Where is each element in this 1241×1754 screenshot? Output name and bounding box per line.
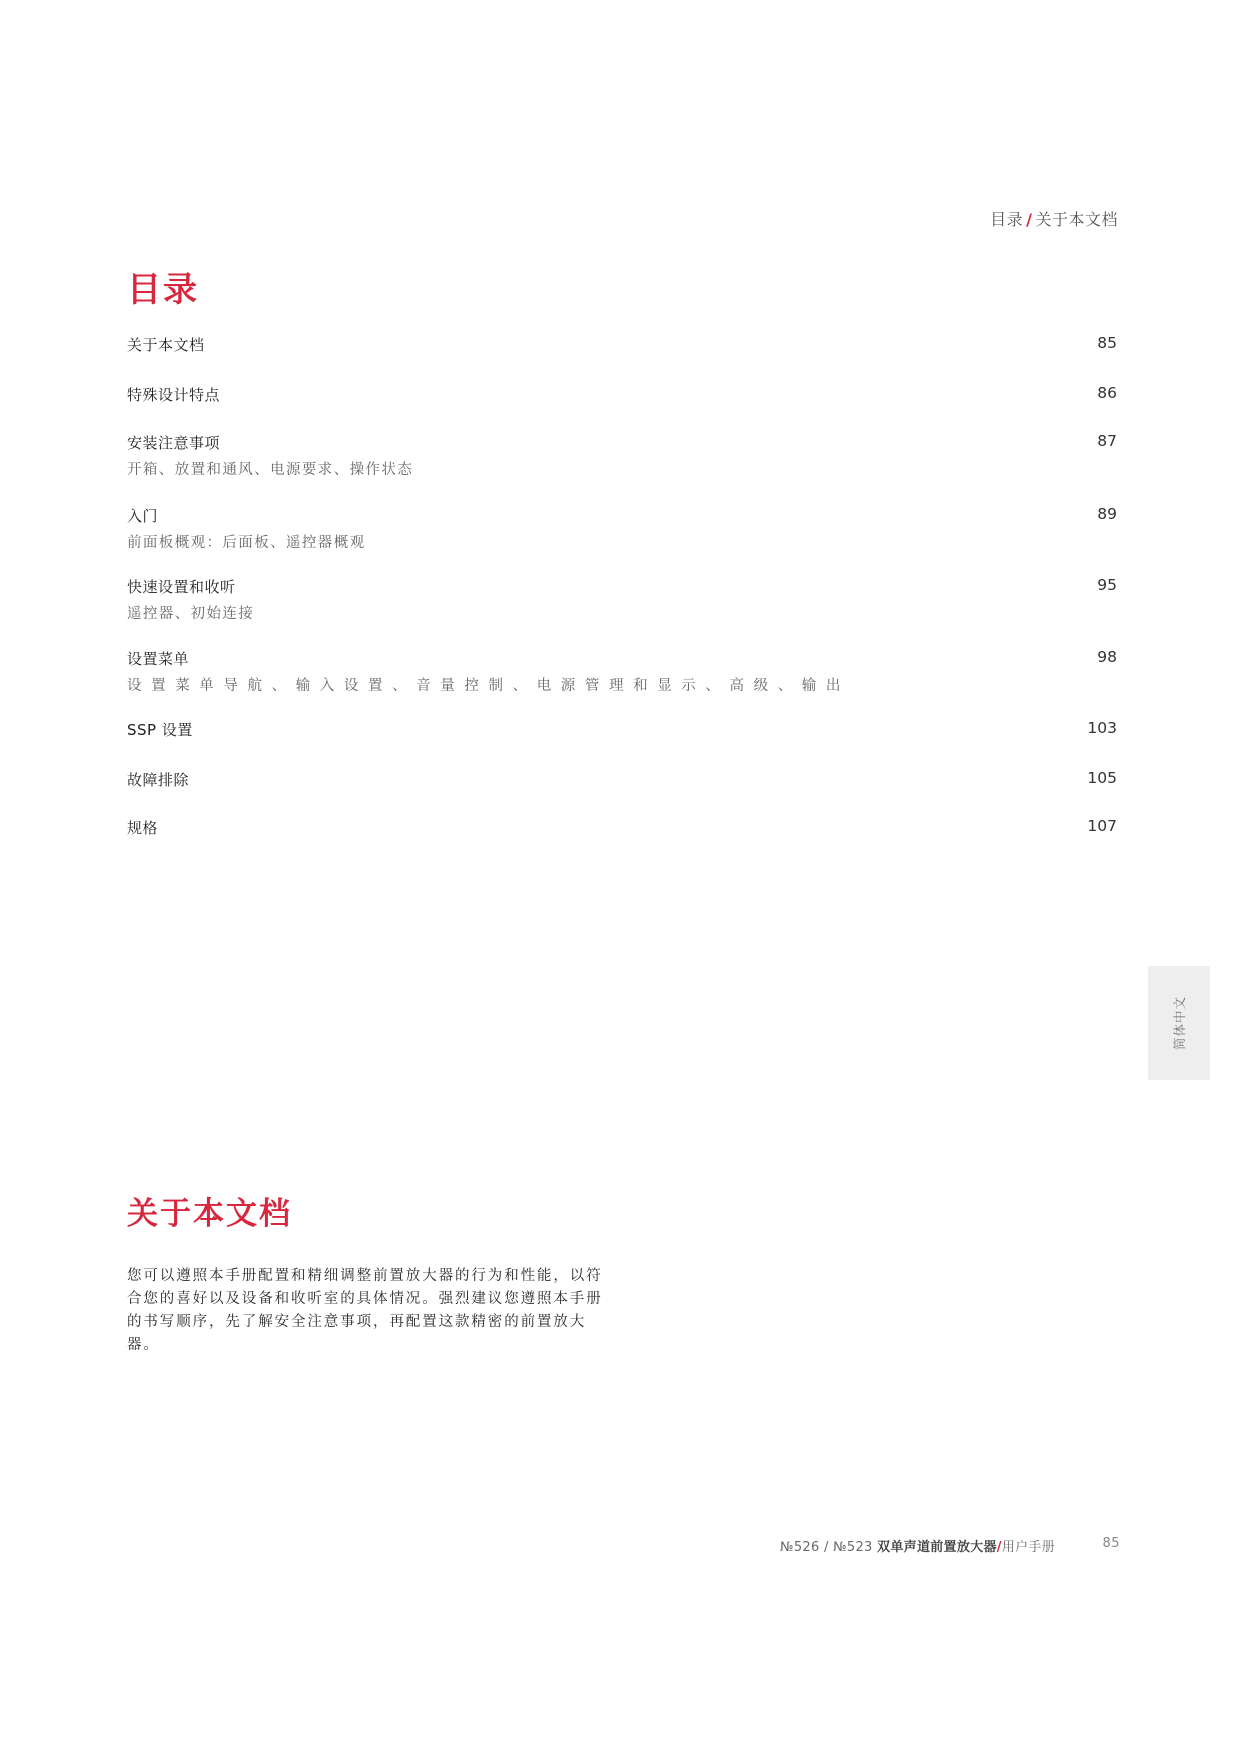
- toc-entry-subtitle: 开箱、放置和通风、电源要求、操作状态: [127, 462, 414, 478]
- toc-entry-subtitle: 设置菜单导航、输入设置、音量控制、电源管理和显示、高级、输出: [127, 678, 850, 694]
- toc-entry-page: 105: [1087, 769, 1117, 787]
- toc-entry-title: SSP 设置: [127, 721, 193, 739]
- breadcrumb: [990, 207, 1118, 230]
- toc-entry-page: 107: [1087, 817, 1117, 835]
- footer-document-title: [780, 1536, 1055, 1555]
- section-body: [127, 1265, 617, 1357]
- toc-entry-title: 快速设置和收听: [127, 578, 236, 596]
- breadcrumb-separator: /: [1026, 210, 1033, 229]
- toc-entry-troubleshooting[interactable]: [127, 769, 1117, 790]
- footer-product: 双单声道前置放大器: [877, 1540, 997, 1555]
- toc-entry-page: 89: [1097, 505, 1117, 523]
- toc-entry-page: 103: [1087, 719, 1117, 737]
- toc-entry-installation[interactable]: [127, 432, 1117, 479]
- toc-entry-subtitle: 前面板概观：后面板、遥控器概观: [127, 535, 366, 551]
- breadcrumb-current: 关于本文档: [1035, 210, 1118, 229]
- toc-entry-page: 95: [1097, 576, 1117, 594]
- footer-model: №526 / №523: [780, 1540, 878, 1555]
- toc-entry-page: 86: [1097, 384, 1117, 402]
- toc-entry-ssp-setup[interactable]: [127, 719, 1117, 740]
- body-line: 合您的喜好以及设备和收听室的具体情况。强烈建议您遵照本手册: [127, 1291, 603, 1307]
- toc-entry-setup-menu[interactable]: [127, 648, 1117, 695]
- toc-entry-title: 规格: [127, 819, 159, 837]
- toc-entry-page: 85: [1097, 334, 1117, 352]
- page-number: 85: [1102, 1536, 1120, 1551]
- toc-entry-title: 特殊设计特点: [127, 386, 221, 404]
- body-line: 您可以遵照本手册配置和精细调整前置放大器的行为和性能，以符: [127, 1268, 603, 1284]
- breadcrumb-toc: 目录: [990, 210, 1024, 229]
- body-line: 的书写顺序，先了解安全注意事项，再配置这款精密的前置放大器。: [127, 1314, 587, 1353]
- footer-doc-type: 用户手册: [1001, 1540, 1056, 1555]
- toc-entry-title: 关于本文档: [127, 336, 205, 354]
- footer-separator: /: [996, 1540, 1002, 1555]
- toc-entry-title: 入门: [127, 507, 159, 525]
- section-heading: 关于本文档: [127, 1196, 292, 1232]
- toc-entry-quick-setup[interactable]: [127, 576, 1117, 623]
- toc-entry-subtitle: 遥控器、初始连接: [127, 606, 255, 622]
- toc-entry-about[interactable]: [127, 334, 1117, 355]
- toc-entry-getting-started[interactable]: [127, 505, 1117, 552]
- language-tab-label: 简体中文: [1172, 995, 1187, 1051]
- toc-entry-page: 87: [1097, 432, 1117, 450]
- toc-entry-title: 设置菜单: [127, 650, 190, 668]
- toc-entry-title: 故障排除: [127, 771, 190, 789]
- toc-entry-title: 安装注意事项: [127, 434, 221, 452]
- language-tab[interactable]: [1148, 966, 1210, 1080]
- toc-entry-page: 98: [1097, 648, 1117, 666]
- toc-entry-features[interactable]: [127, 384, 1117, 405]
- toc-entry-specifications[interactable]: [127, 817, 1117, 838]
- toc-heading: 目录: [127, 270, 199, 310]
